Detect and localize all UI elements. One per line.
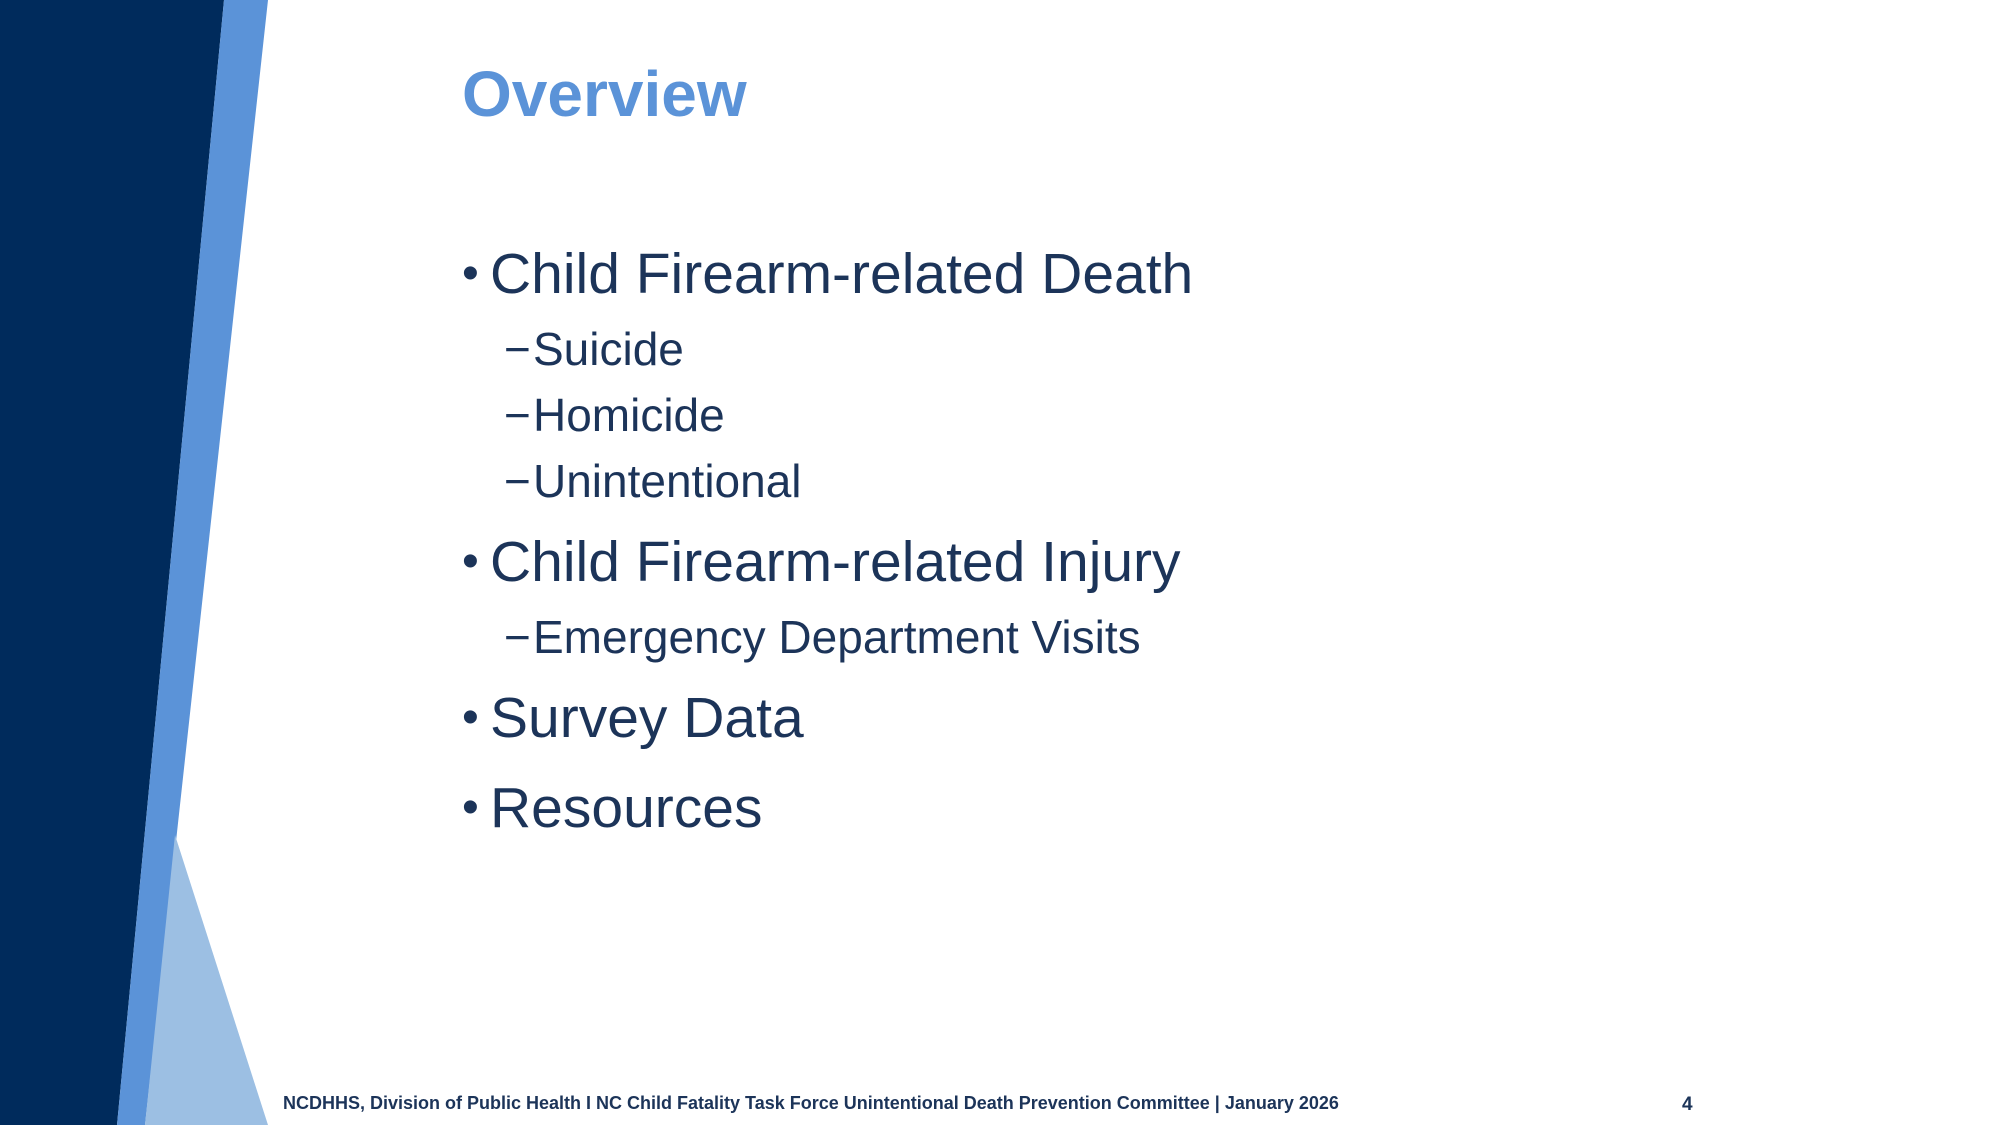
bullet-text: Child Firearm-related Injury xyxy=(490,530,1181,594)
page-number: 4 xyxy=(1682,1094,1693,1115)
bullet-list xyxy=(462,232,1762,850)
sub-item-text: Suicide xyxy=(533,323,684,375)
page-title: Overview xyxy=(462,58,747,130)
list-item xyxy=(462,520,1762,604)
bullet-text: Resources xyxy=(490,776,763,840)
dash-icon: − xyxy=(504,611,531,663)
sub-item-text: Homicide xyxy=(533,389,725,441)
dash-icon: − xyxy=(504,389,531,441)
sub-list-item xyxy=(462,316,1762,382)
sub-item-text: Emergency Department Visits xyxy=(533,611,1141,663)
dash-icon: − xyxy=(504,323,531,375)
bullet-icon: • xyxy=(462,691,479,744)
list-item xyxy=(462,232,1762,316)
footer-text: NCDHHS, Division of Public Health I NC Child Fatality Task Force Unintentional Death Prevention Committee | January 2026 xyxy=(283,1093,1339,1113)
list-item xyxy=(462,766,1762,850)
sub-item-text: Unintentional xyxy=(533,455,802,507)
bullet-text: Child Firearm-related Death xyxy=(490,242,1194,306)
bullet-icon: • xyxy=(462,535,479,588)
sub-list-item xyxy=(462,382,1762,448)
sub-list-item xyxy=(462,448,1762,514)
bullet-icon: • xyxy=(462,247,479,300)
bullet-icon: • xyxy=(462,781,479,834)
dash-icon: − xyxy=(504,455,531,507)
list-item xyxy=(462,676,1762,760)
bullet-text: Survey Data xyxy=(490,686,804,750)
sub-list-item xyxy=(462,604,1762,670)
